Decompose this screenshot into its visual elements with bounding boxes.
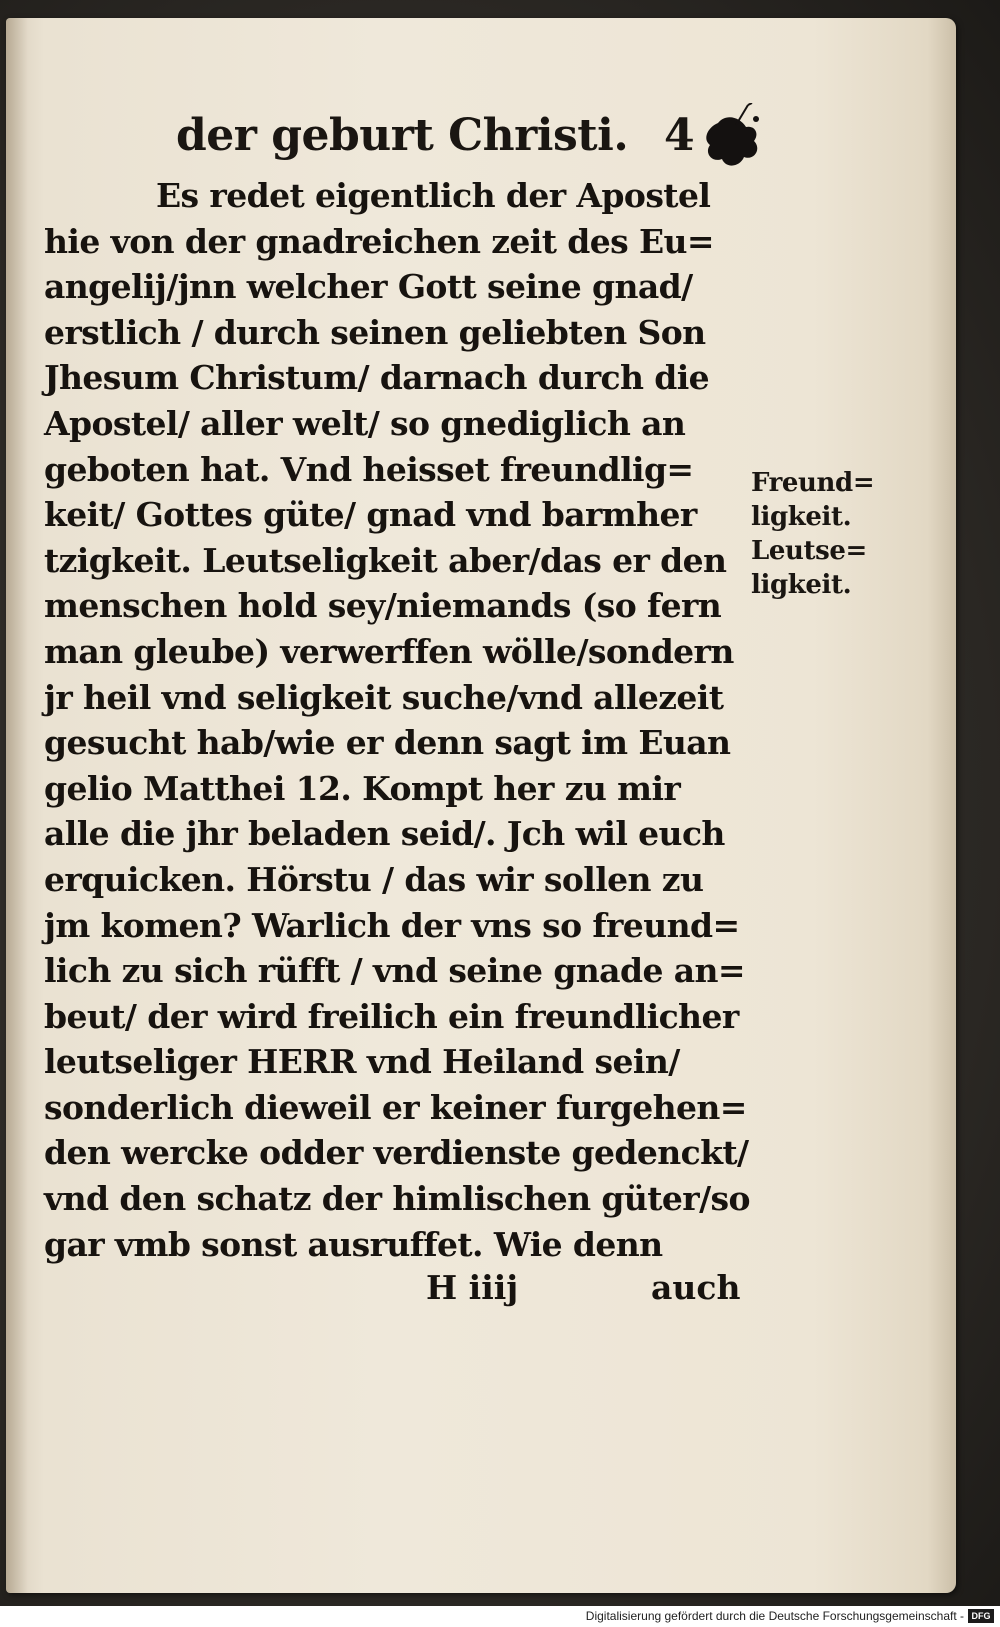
text-line: menschen hold sey/niemands (so fern	[44, 586, 722, 626]
digitization-footer	[0, 1606, 1000, 1627]
text-line: gesucht hab/wie er denn sagt im Euan	[44, 723, 731, 763]
text-line: hie von der gnadreichen zeit des Eu=	[44, 221, 714, 261]
text-line: gelio Matthei 12. Kompt her zu mir	[44, 768, 681, 808]
marginal-note: Freund=	[751, 468, 875, 498]
text-line: Jhesum Christum/ darnach durch die	[44, 358, 710, 398]
text-line: erquicken. Hörstu / das wir sollen zu	[44, 859, 704, 899]
text-line: geboten hat. Vnd heisset freundlig=	[44, 449, 694, 489]
text-line: beut/ der wird freilich ein freundlicher	[44, 996, 739, 1036]
text-line: lich zu sich rüfft / vnd seine gnade an=	[44, 951, 745, 991]
text-line: Apostel/ aller welt/ so gnediglich an	[44, 403, 686, 443]
text-line: erstlich / durch seinen geliebten Son	[44, 312, 706, 352]
book-page	[6, 18, 956, 1593]
folio-number: 4	[664, 110, 695, 161]
text-line: angelij/jnn welcher Gott seine gnad/	[44, 267, 693, 307]
text-line: jr heil vnd seligkeit suche/vnd allezeit	[44, 677, 724, 717]
marginal-note: ligkeit.	[751, 570, 852, 600]
ink-blot-icon	[696, 103, 766, 183]
catchword: auch	[651, 1268, 741, 1307]
marginal-note: Leutse=	[751, 536, 867, 566]
text-line: sonderlich dieweil er keiner furgehen=	[44, 1087, 747, 1127]
page-header	[176, 110, 776, 180]
text-line: leutseliger HERR vnd Heiland sein/	[44, 1042, 680, 1082]
running-title: der geburt Christi.	[176, 110, 629, 161]
text-line: den wercke odder verdienste gedenckt/	[44, 1133, 749, 1173]
text-line: vnd den schatz der himlischen güter/so	[44, 1179, 750, 1219]
marginal-note: ligkeit.	[751, 502, 852, 532]
text-line: tzigkeit. Leutseligkeit aber/das er den	[44, 540, 727, 580]
marginal-notes	[751, 466, 881, 602]
footer-credit: Digitalisierung gefördert durch die Deutsche Forschungsgemeinschaft -	[585, 1609, 964, 1623]
text-line: man gleube) verwerffen wölle/sondern	[44, 631, 734, 671]
text-line: alle die jhr beladen seid/. Jch wil euch	[44, 814, 725, 854]
main-text-block	[44, 173, 750, 1267]
text-line: Es redet eigentlich der Apostel	[156, 176, 711, 215]
text-line: jm komen? Warlich der vns so freund=	[44, 905, 740, 945]
signature-mark: H iiij	[426, 1268, 519, 1307]
text-line: gar vmb sonst ausruffet. Wie denn	[44, 1224, 663, 1264]
text-line: keit/ Gottes güte/ gnad vnd barmher	[44, 495, 697, 535]
dfg-logo-icon: DFG	[968, 1609, 994, 1623]
